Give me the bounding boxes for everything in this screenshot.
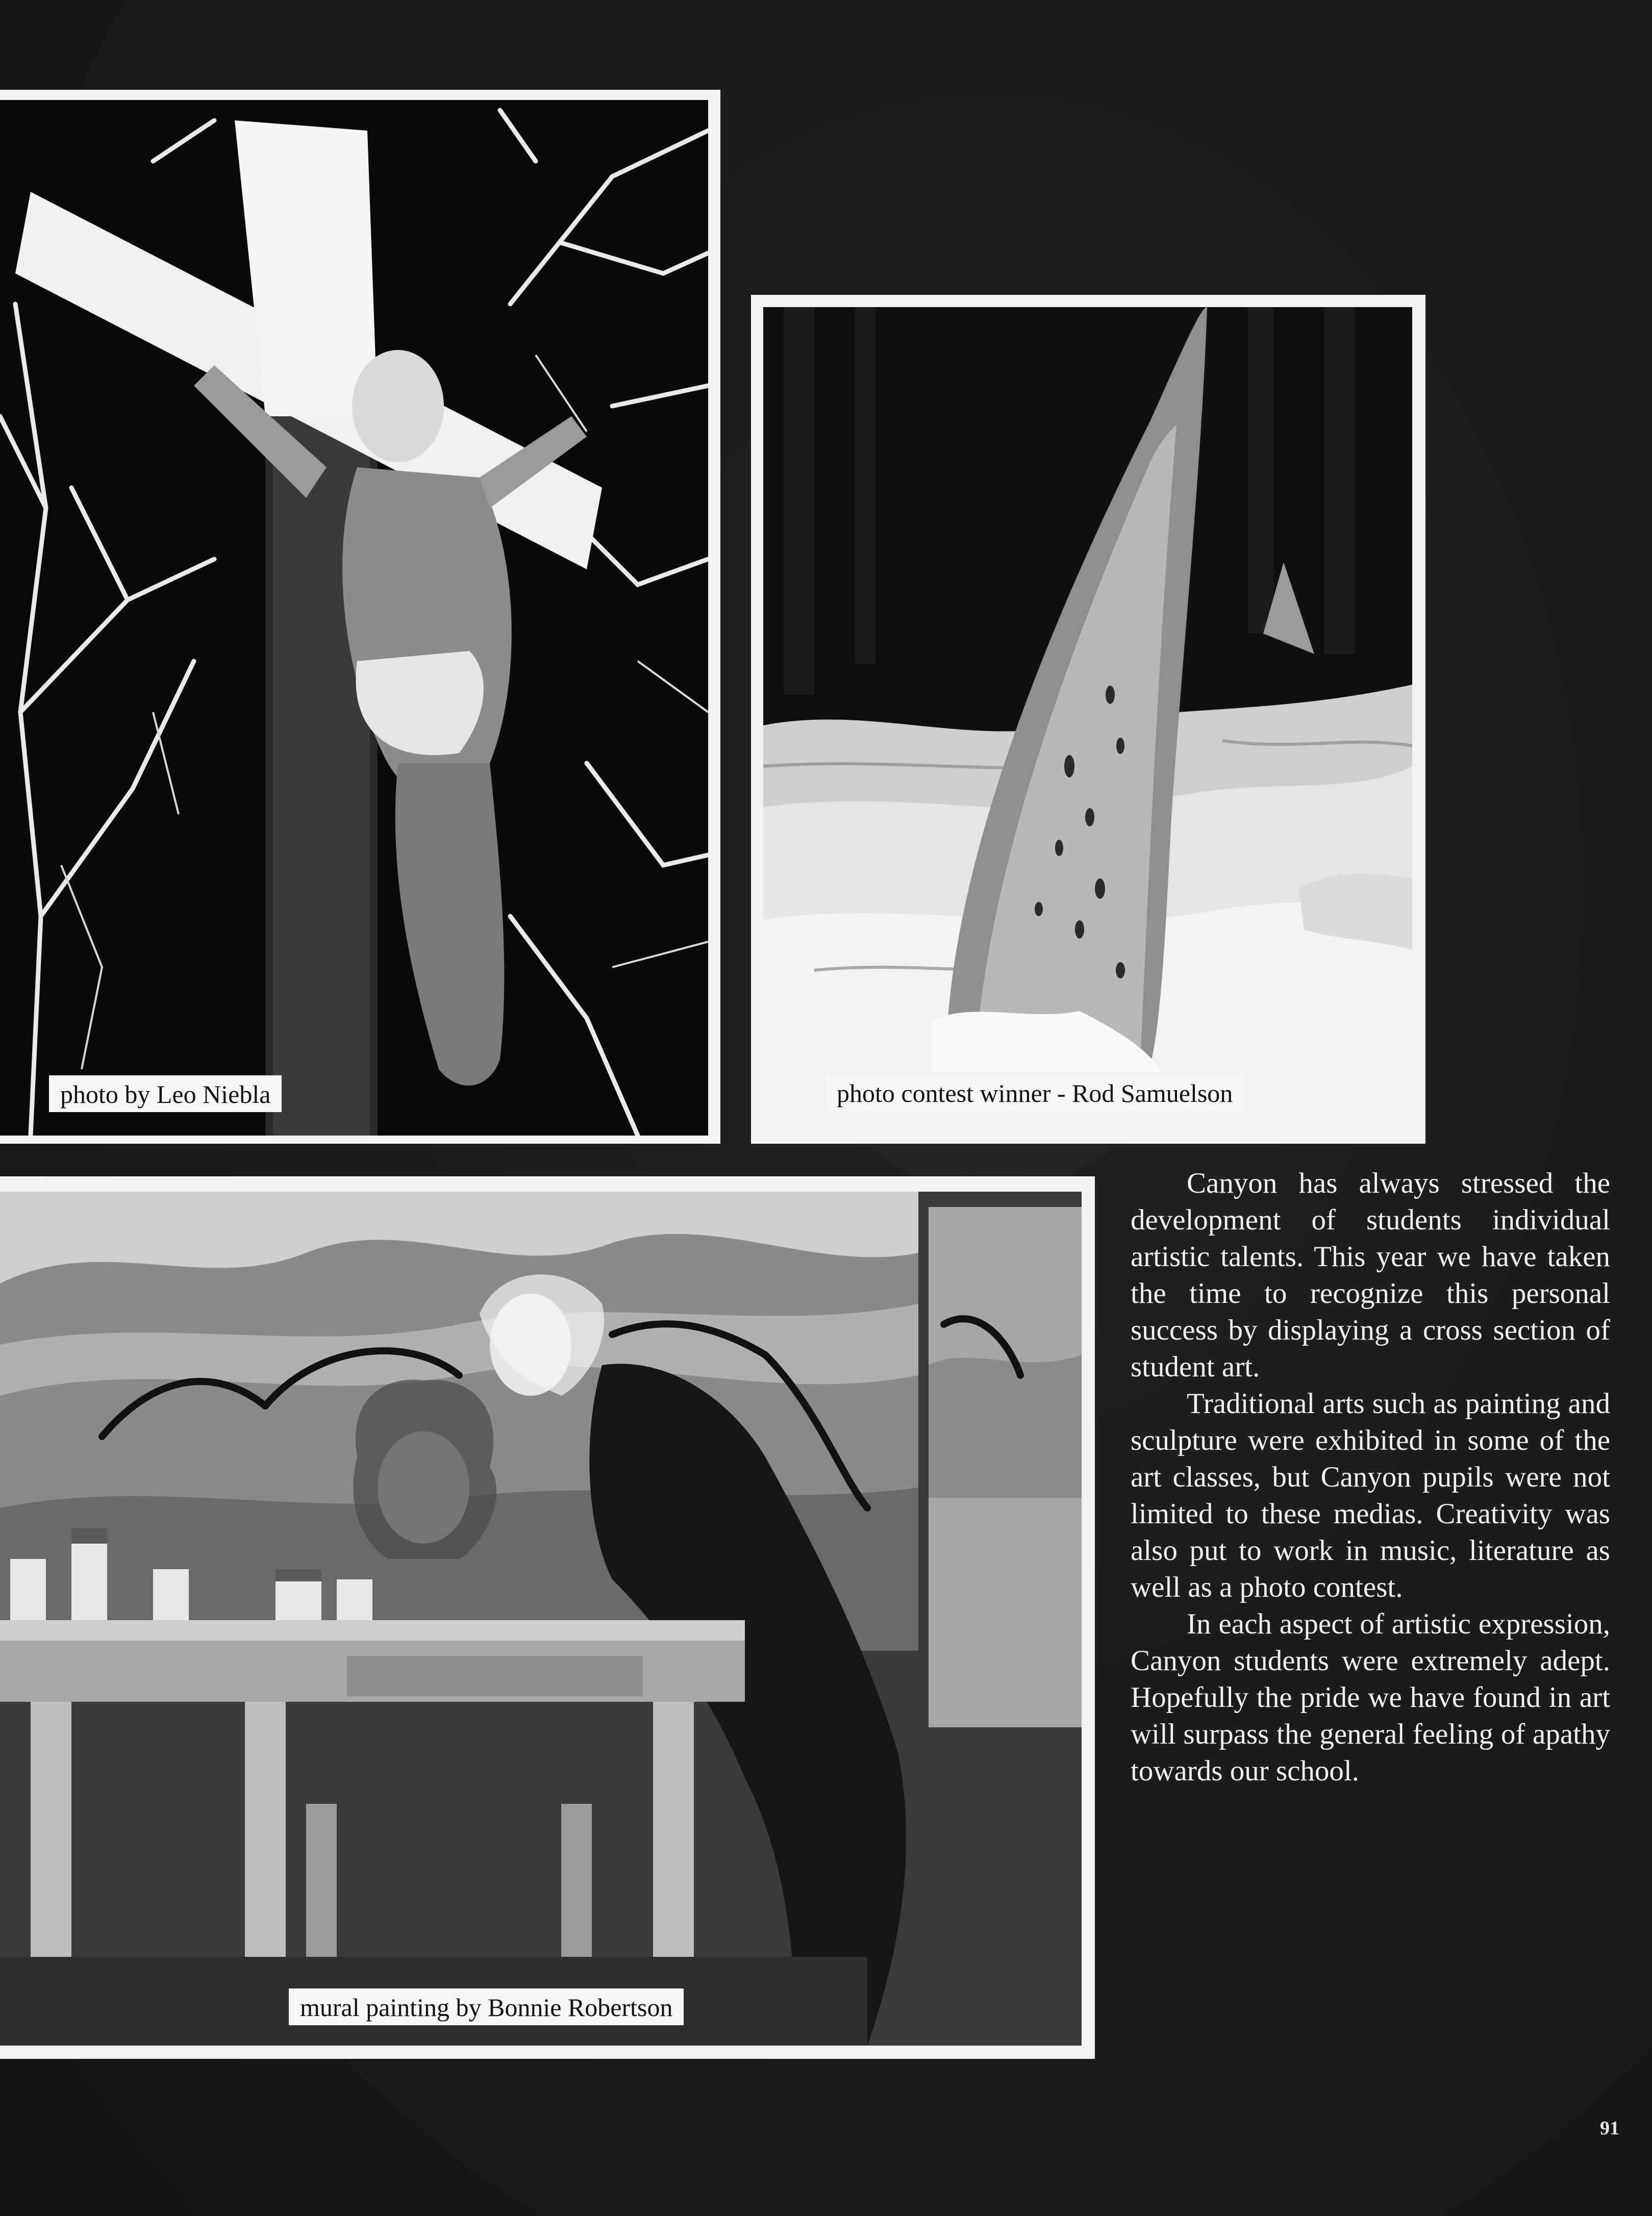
snowy-tree-stump-photo-icon (763, 307, 1412, 1130)
article-paragraph: Canyon has always stressed the development of students individual artistic talents. This year we have taken the time to recognize this personal success by displaying a cross section of student art. (1131, 1167, 1610, 1383)
photo-caption: mural painting by Bonnie Robertson (289, 1988, 684, 2025)
page-number: 91 (1600, 2118, 1619, 2139)
photo-crucifix (0, 90, 720, 1144)
photo-caption: photo contest winner - Rod Samuelson (825, 1074, 1244, 1111)
crucifix-negative-photo-icon (0, 100, 708, 1136)
photo-mural (0, 1176, 1095, 2059)
article-paragraph: Traditional arts such as painting and sculpture were exhibited in some of the art classes, but Canyon pupils were not limited to these medias. Creativity was also put to work in music, literature as well as a photo contest. (1131, 1388, 1610, 1603)
article-paragraph: In each aspect of artistic expression, Canyon students were extremely adept. Hopefully the pride we have found in art will surpass the general feeling of apathy towards our school. (1131, 1608, 1610, 1787)
article-text (1131, 1165, 1610, 1790)
photo-caption: photo by Leo Niebla (49, 1075, 282, 1112)
photo-tree-stump (751, 295, 1425, 1144)
mural-painting-photo-icon (0, 1192, 1082, 2046)
